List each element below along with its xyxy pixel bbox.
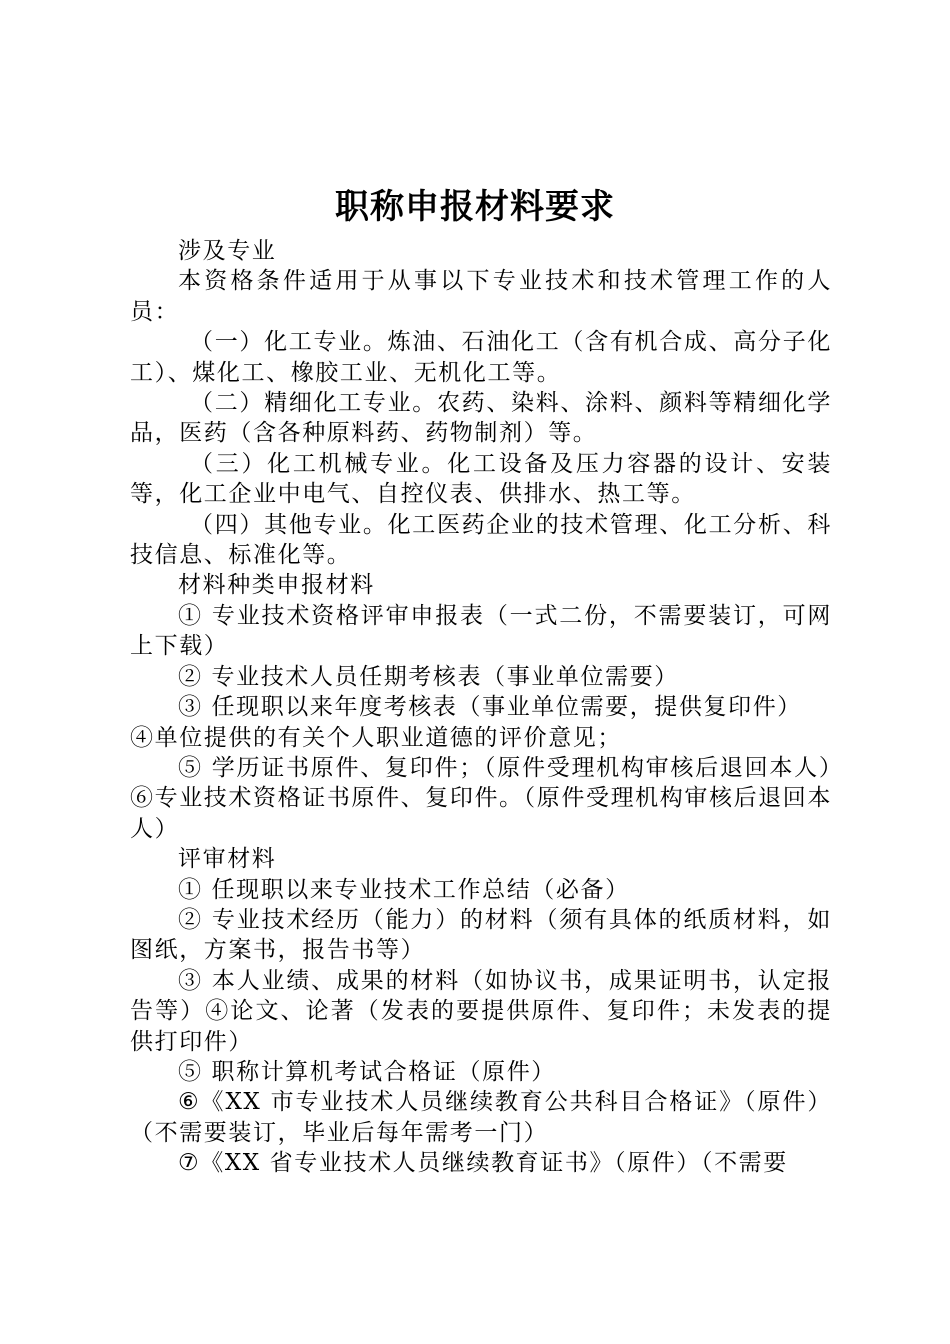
list-item-application-1: ① 专业技术资格评审申报表（一式二份，不需要装订，可网上下载） [130, 602, 832, 660]
list-item-review-3-4: ③ 本人业绩、成果的材料（如协议书，成果证明书，认定报告等）④论文、论著（发表的要提供原件、复印件；未发表的提供打印件） [130, 967, 832, 1055]
paragraph-major-3: （三）化工机械专业。化工设备及压力容器的设计、安装等，化工企业中电气、自控仪表、供排水、热工等。 [130, 450, 832, 508]
list-item-review-1: ① 任现职以来专业技术工作总结（必备） [178, 876, 630, 903]
paragraph-scope: 本资格条件适用于从事以下专业技术和技术管理工作的人员： [130, 268, 832, 325]
document-title: 职称申报材料要求 [335, 187, 615, 227]
section-heading-review-materials: 评审材料 [178, 846, 277, 873]
list-item-review-2: ② 专业技术经历（能力）的材料（须有具体的纸质材料，如图纸，方案书，报告书等） [130, 906, 832, 964]
section-heading-application-materials: 材料种类申报材料 [178, 572, 375, 599]
list-item-application-2: ② 专业技术人员任期考核表（事业单位需要） [178, 663, 679, 690]
list-item-review-7: ⑦《XX 省专业技术人员继续教育证书》（原件）（不需要 [178, 1150, 788, 1177]
document-body [130, 236, 832, 1179]
section-heading-majors: 涉及专业 [178, 238, 277, 264]
paragraph-major-1: （一）化工专业。炼油、石油化工（含有机合成、高分子化工）、煤化工、橡胶工业、无机化工等。 [130, 329, 832, 386]
list-item-review-6: ⑥《XX 市专业技术人员继续教育公共科目合格证》（原件）（不需要装订，毕业后每年需考一门） [130, 1089, 832, 1146]
list-item-review-5: ⑤ 职称计算机考试合格证（原件） [178, 1058, 556, 1085]
list-item-application-5-6: ⑤ 学历证书原件、复印件；（原件受理机构审核后退回本人）⑥专业技术资格证书原件、复印件。（原件受理机构审核后退回本人） [130, 754, 832, 842]
list-item-application-3: ③ 任现职以来年度考核表（事业单位需要，提供复印件） [178, 694, 802, 721]
paragraph-major-2: （二）精细化工专业。农药、染料、涂料、颜料等精细化学品，医药（含各种原料药、药物制剂）等。 [130, 390, 832, 447]
list-item-application-4: ④单位提供的有关个人职业道德的评价意见； [130, 724, 622, 751]
paragraph-major-4: （四）其他专业。化工医药企业的技术管理、化工分析、科技信息、标准化等。 [130, 511, 832, 569]
